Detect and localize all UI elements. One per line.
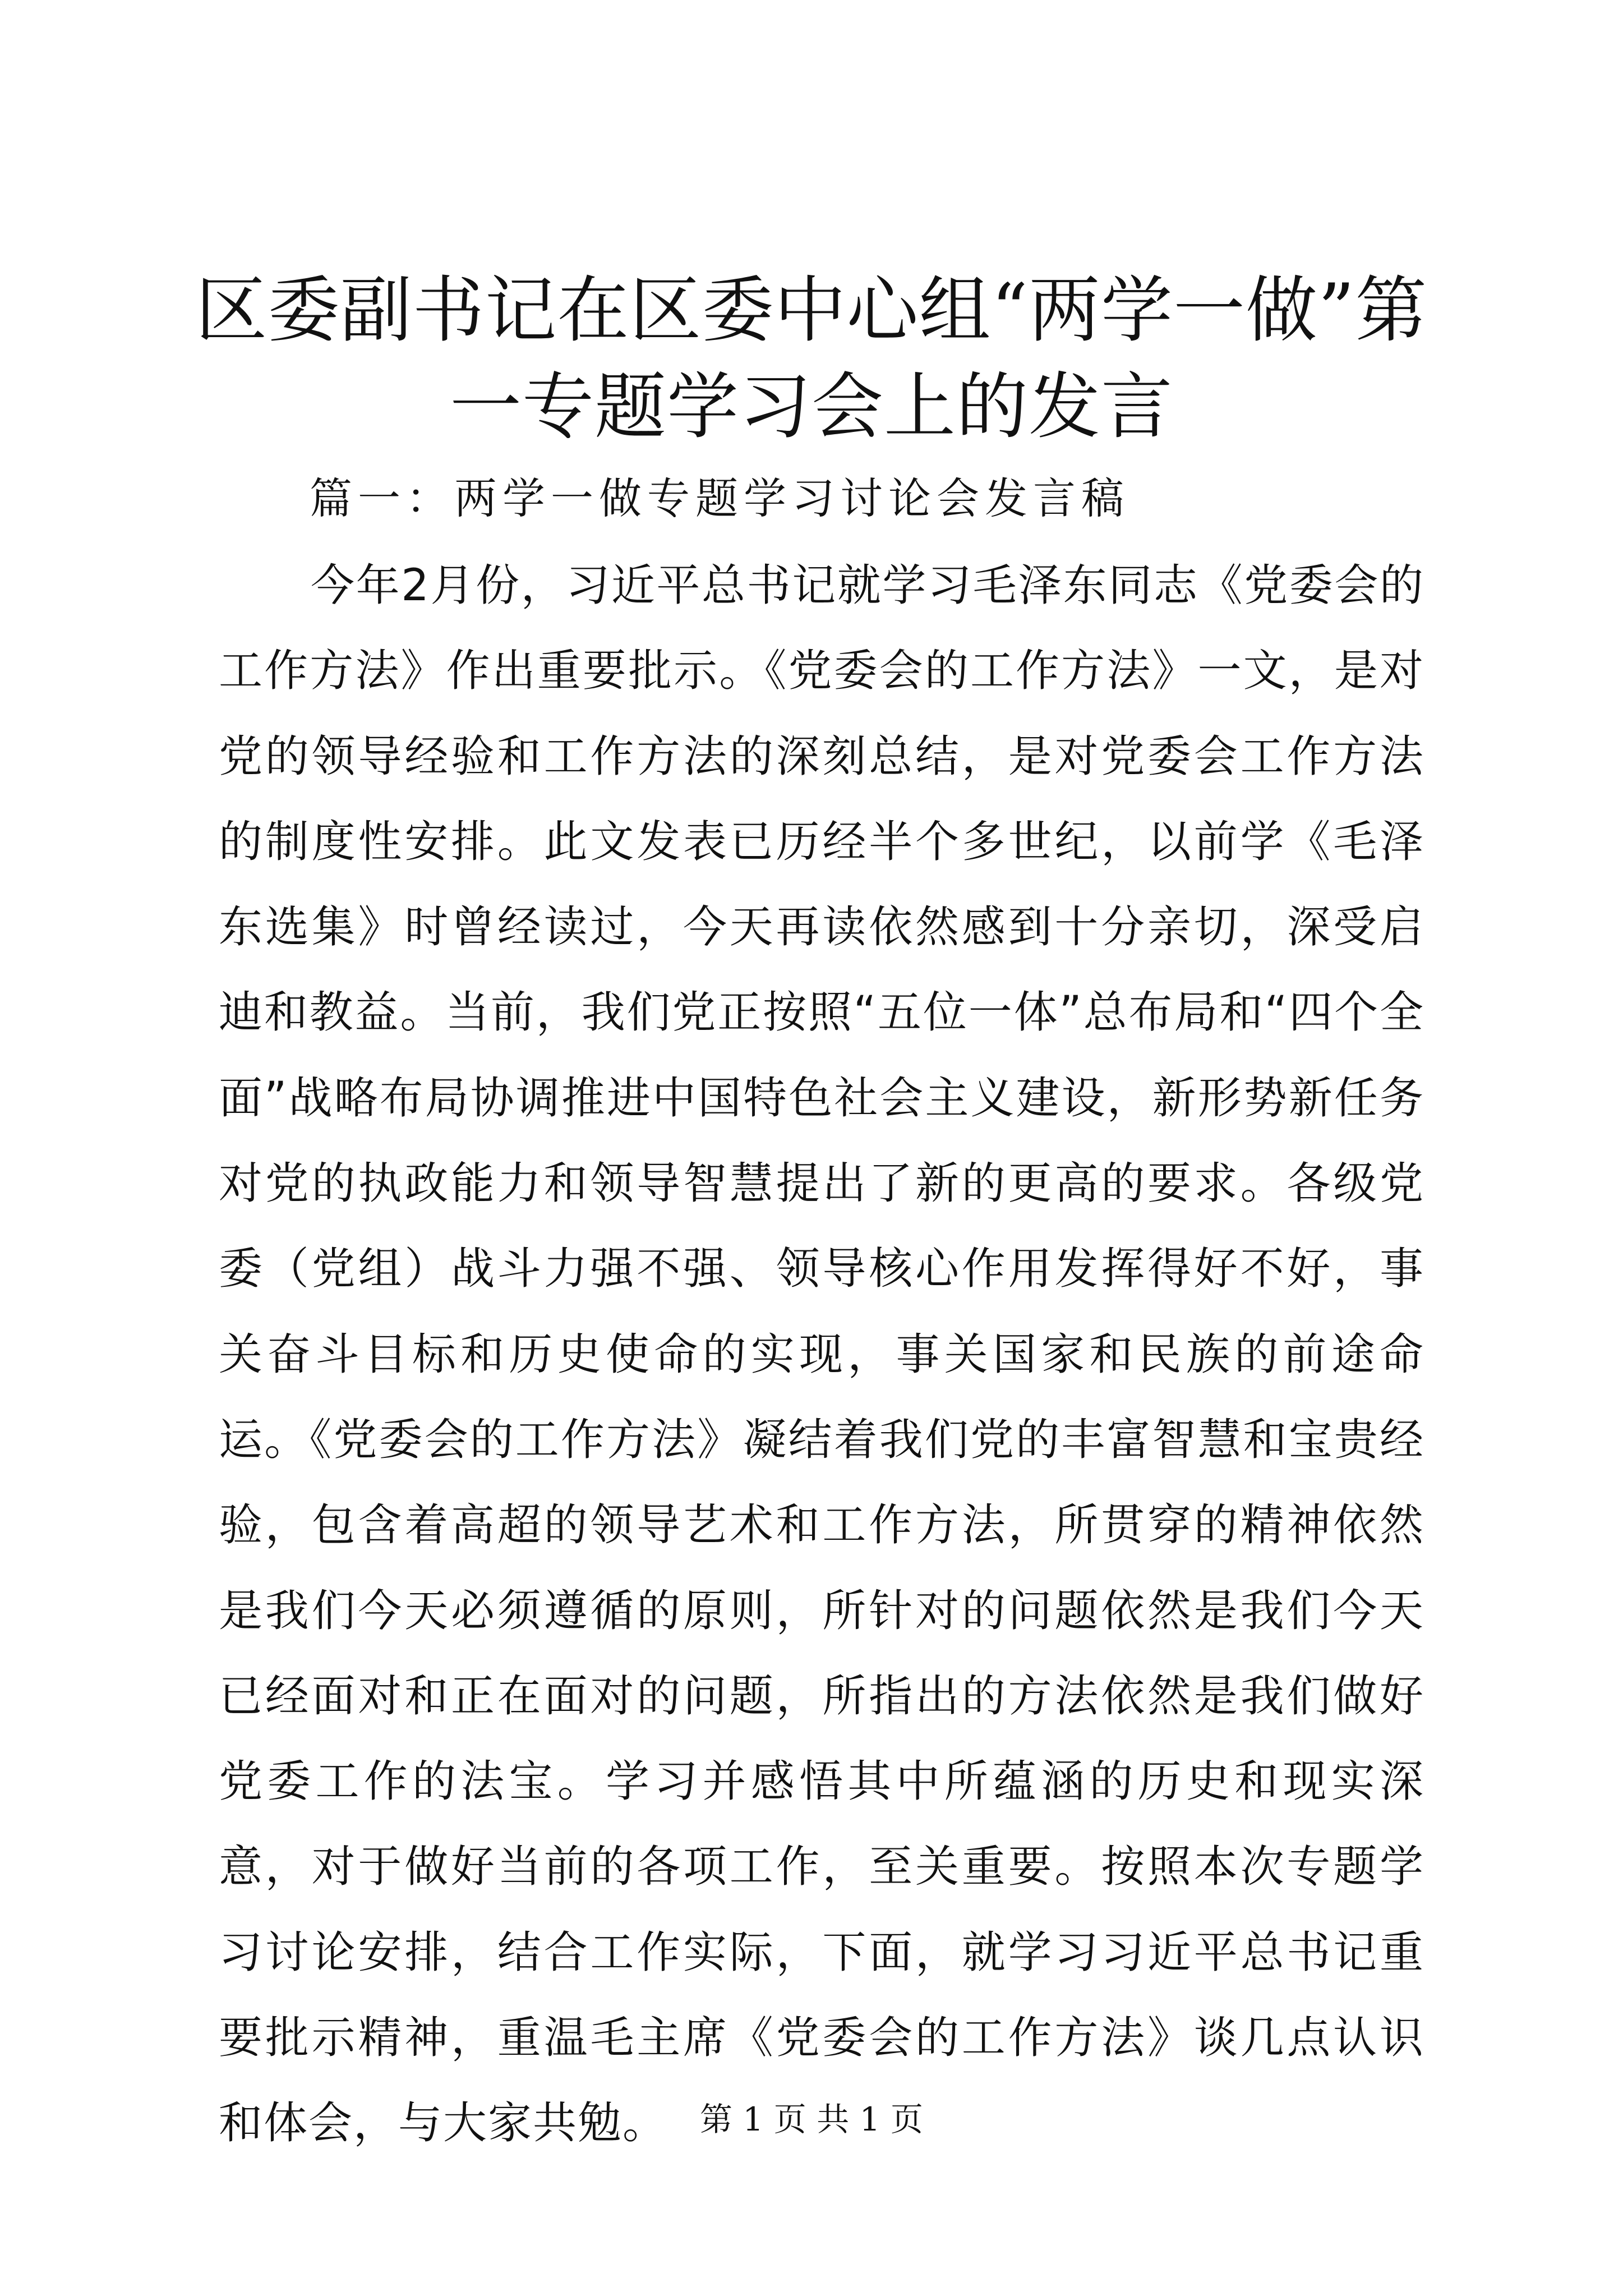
body-paragraph: 今年2月份，习近平总书记就学习毛泽东同志《党委会的工作方法》作出重要批示。《党委会的工作方法》一文，是对党的领导经验和工作方法的深刻总结，是对党委会工作方法的制度性安排。此文发表已历经半个多世纪，以前学《毛泽东选集》时曾经读过，今天再读依然感到十分亲切，深受启迪和教益。当前，我们党正按照“五位一体”总布局和“四个全面”战略布局协调推进中国特色社会主义建设，新形势新任务对党的执政能力和领导智慧提出了新的更高的要求。各级党委（党组）战斗力强不强、领导核心作用发挥得好不好，事关奋斗目标和历史使命的实现，事关国家和民族的前途命运。《党委会的工作方法》凝结着我们党的丰富智慧和宝贵经验，包含着高超的领导艺术和工作方法，所贯穿的精神依然是我们今天必须遵循的原则，所针对的问题依然是我们今天已经面对和正在面对的问题，所指出的方法依然是我们做好党委工作的法宝。学习并感悟其中所蕴涵的历史和现实深意，对于做好当前的各项工作，至关重要。按照本次专题学习讨论安排，结合工作实际，下面，就学习习近平总书记重要批示精神，重温毛主席《党委会的工作方法》谈几点认识和体会，与大家共勉。	[219, 560, 1424, 2149]
page-footer: 第 1 页 共 1 页	[700, 2100, 923, 2138]
section-heading: 篇一：两学一做专题学习讨论会发言稿	[310, 473, 1129, 523]
document-title: 区委副书记在区委中心组“两学一做”第一专题学习会上的发言	[195, 269, 1428, 449]
